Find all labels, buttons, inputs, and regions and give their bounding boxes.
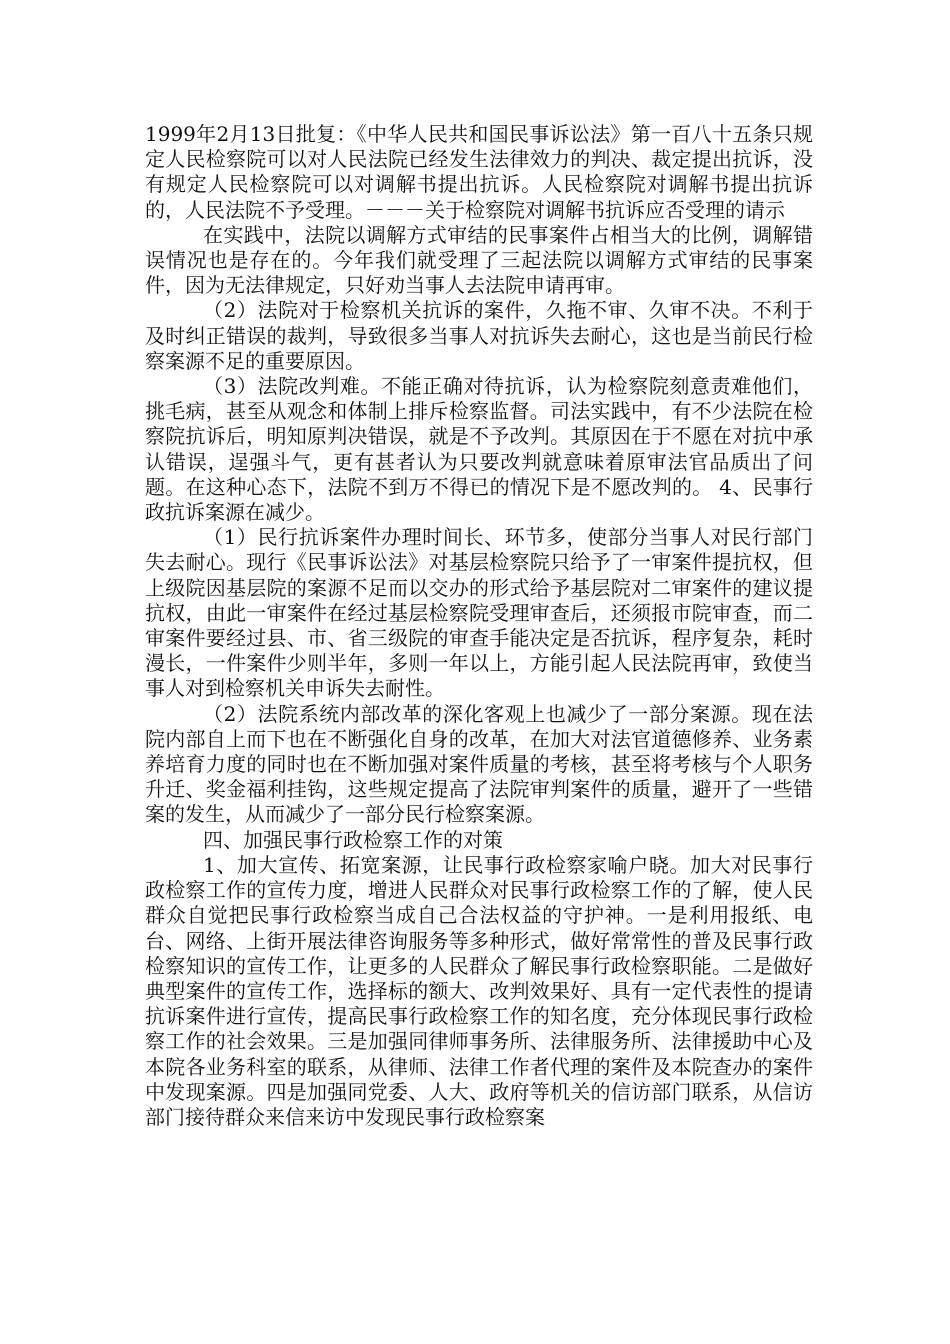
paragraph-court-delay: （2）法院对于检察机关抗诉的案件，久拖不审、久审不决。不利于及时纠正错误的裁判，导致很多当事人对抗诉失去耐心，这也是当前民行检察案源不足的重要原因。 <box>145 298 813 373</box>
paragraph-publicity: 1、加大宣传、拓宽案源，让民事行政检察家喻户晓。加大对民事行政检察工作的宣传力度，增进人民群众对民事行政检察工作的了解，使人民群众自觉把民事行政检察当成自己合法权益的守护神。一是利用报纸、电台、网络、上街开展法律咨询服务等多种形式，做好常常性的普及民事行政检察知识的宣传工作，让更多的人民群众了解民事行政检察职能。二是做好典型案件的宣传工作，选择标的额大、改判效果好、具有一定代表性的提请抗诉案件进行宣传，提高民事行政检察工作的知名度，充分体现民事行政检察工作的社会效果。三是加强同律师事务所、法律服务所、法律援助中心及本院各业务科室的联系，从律师、法律工作者代理的案件及本院查办的案件中发现案源。四是加强同党委、人大、政府等机关的信访部门联系，从信访部门接待群众来信来访中发现民事行政检察案 <box>145 852 813 1129</box>
paragraph-court-reversal: （3）法院改判难。不能正确对待抗诉，认为检察院刻意责难他们，挑毛病，甚至从观念和体制上排斥检察监督。司法实践中，有不少法院在检察院抗诉后，明知原判决错误，就是不予改判。其原因在于不愿在对抗中承认错误，逞强斗气，更有甚者认为只要改判就意味着原审法官品质出了问题。在这种心态下，法院不到万不得已的情况下是不愿改判的。 4、民事行政抗诉案源在减少。 <box>145 374 813 525</box>
section-heading-countermeasures: 四、加强民事行政检察工作的对策 <box>203 827 503 852</box>
paragraph-mediation-errors: 在实践中，法院以调解方式审结的民事案件占相当大的比例，调解错误情况也是存在的。今年我们就受理了三起法院以调解方式审结的民事案件，因为无法律规定，只好劝当事人去法院申请再审。 <box>145 222 813 298</box>
paragraph-reply-excerpt: 1999年2月13日批复：《中华人民共和国民事诉讼法》第一百八十五条只规定人民检察院可以对人民法院已经发生法律效力的判决、裁定提出抗诉，没有规定人民检察院可以对调解书提出抗诉。人民检察院对调解书提出抗诉的，人民法院不予受理。－－－关于检察院对调解书抗诉应否受理的请示 <box>145 122 813 222</box>
document-page <box>145 122 813 1130</box>
paragraph-lengthy-process: （1）民行抗诉案件办理时间长、环节多，使部分当事人对民行部门失去耐心。现行《民事诉讼法》对基层检察院只给予了一审案件提抗权，但上级院因基层院的案源不足而以交办的形式给予基层院对二审案件的建议提抗权，由此一审案件在经过基层检察院受理审查后，还须报市院审查，而二审案件要经过县、市、省三级院的审查手能决定是否抗诉，程序复杂，耗时漫长，一件案件少则半年，多则一年以上，方能引起人民法院再审，致使当事人对到检察机关申诉失去耐性。 <box>145 525 813 701</box>
paragraph-court-reform: （2）法院系统内部改革的深化客观上也减少了一部分案源。现在法院内部自上而下也在不断强化自身的改革，在加大对法官道德修养、业务素养培育力度的同时也在不断加强对案件质量的考核，甚至将考核与个人职务升迁、奖金福利挂钩，这些规定提高了法院审判案件的质量，避开了一些错案的发生，从而减少了一部分民行检察案源。 <box>145 701 813 827</box>
